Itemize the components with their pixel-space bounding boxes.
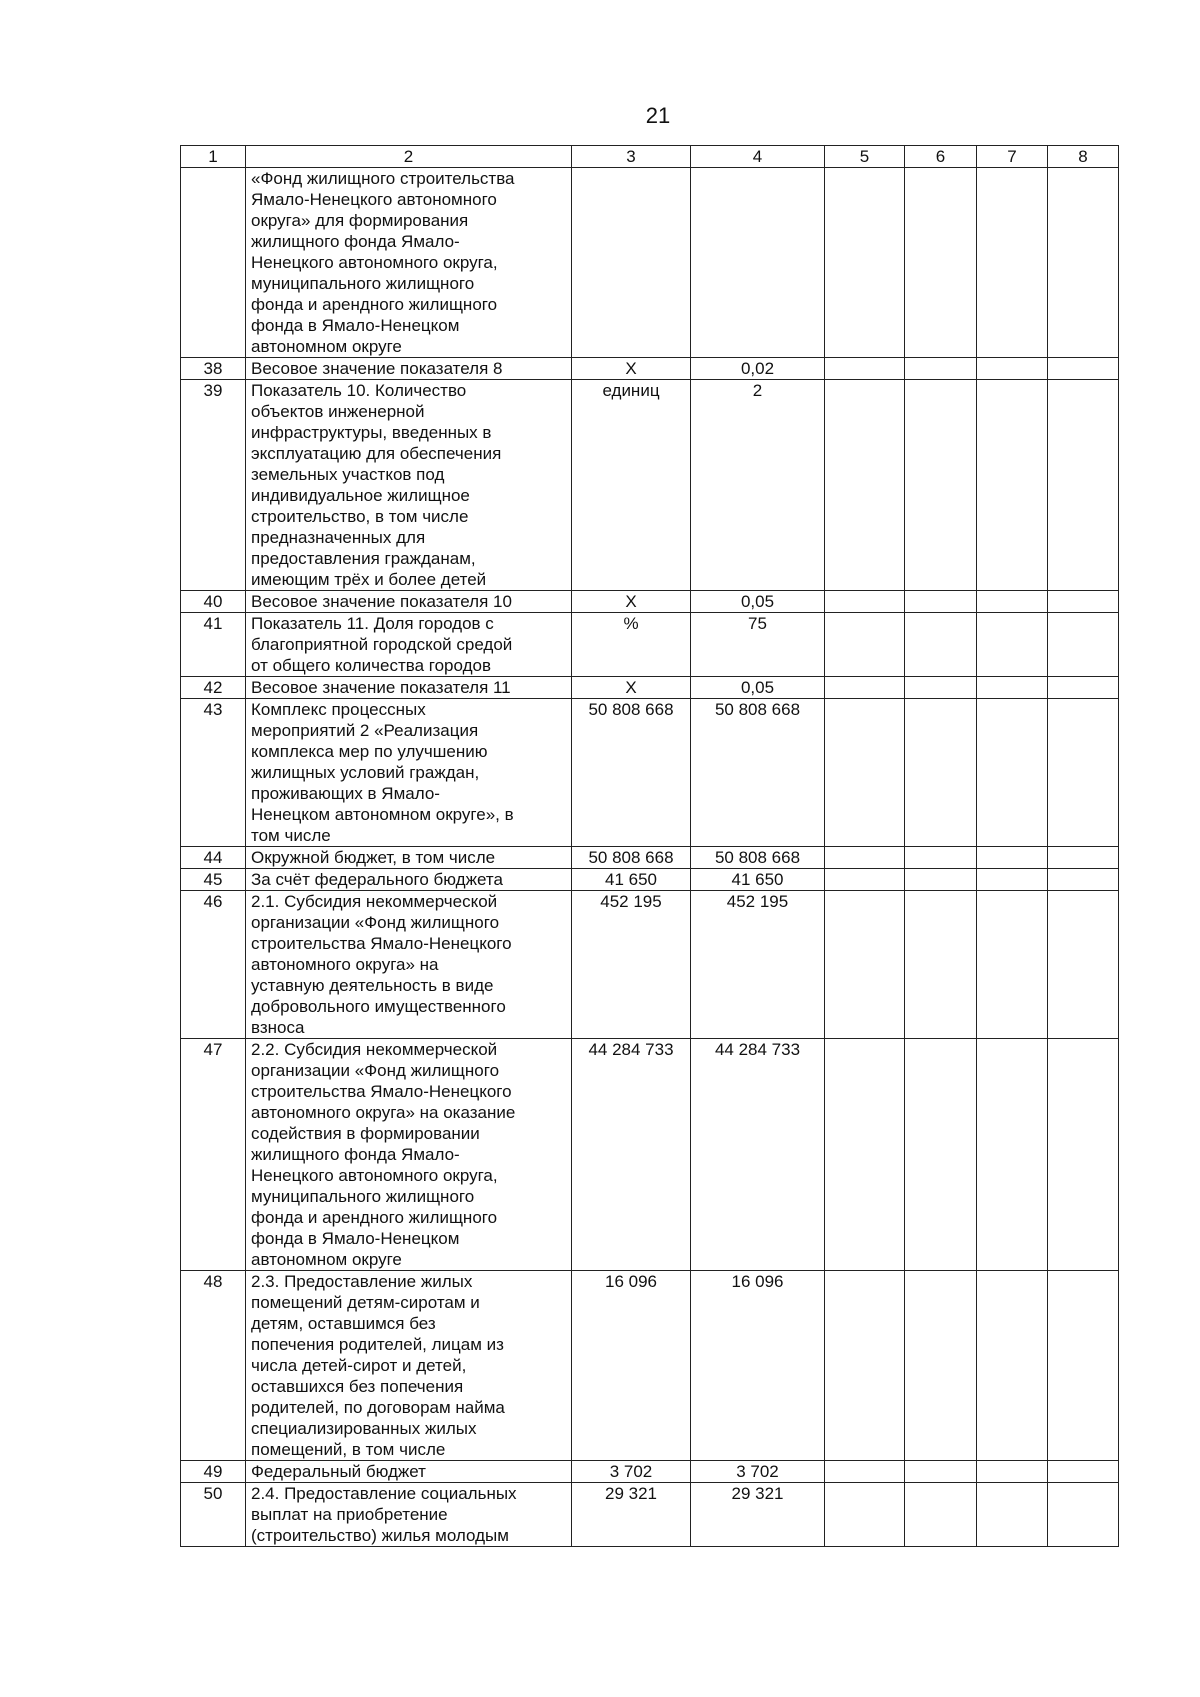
empty-cell — [977, 591, 1048, 613]
empty-cell — [905, 591, 977, 613]
empty-cell — [905, 380, 977, 591]
row-value-col3: 41 650 — [572, 869, 691, 891]
table-row — [181, 677, 1119, 699]
row-number: 44 — [181, 847, 246, 869]
empty-cell — [1048, 168, 1119, 358]
row-number: 40 — [181, 591, 246, 613]
empty-cell — [977, 869, 1048, 891]
row-value-col4: 50 808 668 — [691, 847, 825, 869]
empty-cell — [825, 1483, 905, 1547]
row-value-col3: 29 321 — [572, 1483, 691, 1547]
row-value-col3: Х — [572, 677, 691, 699]
row-value-col4: 0,02 — [691, 358, 825, 380]
row-value-col4: 29 321 — [691, 1483, 825, 1547]
empty-cell — [905, 699, 977, 847]
table-row — [181, 891, 1119, 1039]
row-number: 48 — [181, 1271, 246, 1461]
empty-cell — [1048, 1271, 1119, 1461]
empty-cell — [1048, 358, 1119, 380]
row-value-col3: 16 096 — [572, 1271, 691, 1461]
column-header: 6 — [905, 146, 977, 168]
row-value-col4: 50 808 668 — [691, 699, 825, 847]
table-row — [181, 1483, 1119, 1547]
empty-cell — [1048, 891, 1119, 1039]
data-table — [180, 145, 1119, 1547]
table-row — [181, 380, 1119, 591]
row-value-col3: Х — [572, 591, 691, 613]
empty-cell — [1048, 869, 1119, 891]
empty-cell — [825, 677, 905, 699]
empty-cell — [905, 168, 977, 358]
row-value-col4: 3 702 — [691, 1461, 825, 1483]
empty-cell — [905, 1039, 977, 1271]
empty-cell — [1048, 847, 1119, 869]
row-description: Федеральный бюджет — [246, 1461, 572, 1483]
table-row — [181, 1461, 1119, 1483]
row-value-col4: 2 — [691, 380, 825, 591]
empty-cell — [977, 847, 1048, 869]
table-row — [181, 358, 1119, 380]
empty-cell — [825, 168, 905, 358]
table-header-row — [181, 146, 1119, 168]
column-header: 1 — [181, 146, 246, 168]
empty-cell — [905, 847, 977, 869]
table-row — [181, 591, 1119, 613]
row-value-col4: 452 195 — [691, 891, 825, 1039]
table-row — [181, 168, 1119, 358]
empty-cell — [977, 1271, 1048, 1461]
row-value-col3: единиц — [572, 380, 691, 591]
row-value-col4: 41 650 — [691, 869, 825, 891]
row-description: 2.2. Субсидия некоммерческой организации «Фонд жилищного строительства Ямало-Ненецкого автономного округа» на оказание содействия в формировании жилищного фонда Ямало- Ненецкого автономного округа, муниципального жилищного фонда и арендного жилищного фонда в Ямало-Ненецком автономном округе — [246, 1039, 572, 1271]
empty-cell — [1048, 1461, 1119, 1483]
empty-cell — [977, 380, 1048, 591]
row-description: Комплекс процессных мероприятий 2 «Реализация комплекса мер по улучшению жилищных условий граждан, проживающих в Ямало- Ненецком автономном округе», в том числе — [246, 699, 572, 847]
empty-cell — [1048, 1039, 1119, 1271]
row-number: 45 — [181, 869, 246, 891]
empty-cell — [977, 1039, 1048, 1271]
row-number: 42 — [181, 677, 246, 699]
column-header: 7 — [977, 146, 1048, 168]
empty-cell — [825, 869, 905, 891]
row-description: За счёт федерального бюджета — [246, 869, 572, 891]
row-value-col3: 50 808 668 — [572, 699, 691, 847]
empty-cell — [825, 358, 905, 380]
row-number: 46 — [181, 891, 246, 1039]
empty-cell — [905, 869, 977, 891]
empty-cell — [825, 891, 905, 1039]
empty-cell — [825, 380, 905, 591]
row-description: «Фонд жилищного строительства Ямало-Ненецкого автономного округа» для формирования жилищного фонда Ямало- Ненецкого автономного округа, муниципального жилищного фонда и арендного жилищного фонда в Ямало-Ненецком автономном округе — [246, 168, 572, 358]
row-description: Окружной бюджет, в том числе — [246, 847, 572, 869]
empty-cell — [905, 613, 977, 677]
empty-cell — [1048, 380, 1119, 591]
empty-cell — [905, 891, 977, 1039]
row-description: Весовое значение показателя 11 — [246, 677, 572, 699]
empty-cell — [977, 677, 1048, 699]
row-description: Показатель 11. Доля городов с благоприятной городской средой от общего количества городов — [246, 613, 572, 677]
row-description: 2.4. Предоставление социальных выплат на приобретение (строительство) жилья молодым — [246, 1483, 572, 1547]
empty-cell — [977, 1483, 1048, 1547]
empty-cell — [977, 891, 1048, 1039]
empty-cell — [825, 613, 905, 677]
column-header: 4 — [691, 146, 825, 168]
row-value-col3: 44 284 733 — [572, 1039, 691, 1271]
empty-cell — [1048, 1483, 1119, 1547]
row-number: 50 — [181, 1483, 246, 1547]
empty-cell — [825, 1039, 905, 1271]
row-number: 43 — [181, 699, 246, 847]
row-value-col4 — [691, 168, 825, 358]
row-number: 39 — [181, 380, 246, 591]
empty-cell — [1048, 591, 1119, 613]
row-description: Весовое значение показателя 10 — [246, 591, 572, 613]
empty-cell — [825, 847, 905, 869]
row-value-col3: % — [572, 613, 691, 677]
empty-cell — [905, 1483, 977, 1547]
table-row — [181, 1039, 1119, 1271]
column-header: 2 — [246, 146, 572, 168]
row-value-col3: 3 702 — [572, 1461, 691, 1483]
row-value-col4: 0,05 — [691, 591, 825, 613]
row-number: 41 — [181, 613, 246, 677]
row-value-col3 — [572, 168, 691, 358]
table-row — [181, 1271, 1119, 1461]
empty-cell — [905, 677, 977, 699]
empty-cell — [825, 1461, 905, 1483]
empty-cell — [1048, 677, 1119, 699]
row-value-col3: Х — [572, 358, 691, 380]
table-row — [181, 613, 1119, 677]
row-value-col4: 16 096 — [691, 1271, 825, 1461]
empty-cell — [825, 699, 905, 847]
row-value-col3: 50 808 668 — [572, 847, 691, 869]
row-value-col4: 75 — [691, 613, 825, 677]
empty-cell — [905, 1461, 977, 1483]
row-number — [181, 168, 246, 358]
table-row — [181, 869, 1119, 891]
column-header: 5 — [825, 146, 905, 168]
empty-cell — [977, 168, 1048, 358]
row-description: 2.1. Субсидия некоммерческой организации «Фонд жилищного строительства Ямало-Ненецкого автономного округа» на уставную деятельность в виде добровольного имущественного взноса — [246, 891, 572, 1039]
empty-cell — [1048, 613, 1119, 677]
empty-cell — [905, 1271, 977, 1461]
empty-cell — [977, 699, 1048, 847]
table-row — [181, 847, 1119, 869]
column-header: 8 — [1048, 146, 1119, 168]
empty-cell — [1048, 699, 1119, 847]
empty-cell — [825, 591, 905, 613]
empty-cell — [977, 1461, 1048, 1483]
row-number: 47 — [181, 1039, 246, 1271]
row-description: Весовое значение показателя 8 — [246, 358, 572, 380]
row-value-col4: 0,05 — [691, 677, 825, 699]
empty-cell — [977, 613, 1048, 677]
row-description: Показатель 10. Количество объектов инженерной инфраструктуры, введенных в эксплуатацию для обеспечения земельных участков под индивидуальное жилищное строительство, в том числе предназначенных для предоставления гражданам, имеющим трёх и более детей — [246, 380, 572, 591]
column-header: 3 — [572, 146, 691, 168]
row-value-col4: 44 284 733 — [691, 1039, 825, 1271]
row-value-col3: 452 195 — [572, 891, 691, 1039]
empty-cell — [825, 1271, 905, 1461]
row-number: 49 — [181, 1461, 246, 1483]
empty-cell — [905, 358, 977, 380]
table-row — [181, 699, 1119, 847]
row-description: 2.3. Предоставление жилых помещений детям-сиротам и детям, оставшимся без попечения родителей, лицам из числа детей-сирот и детей, оставшихся без попечения родителей, по договорам найма специализированных жилых помещений, в том числе — [246, 1271, 572, 1461]
page-number: 21 — [645, 103, 671, 128]
empty-cell — [977, 358, 1048, 380]
row-number: 38 — [181, 358, 246, 380]
